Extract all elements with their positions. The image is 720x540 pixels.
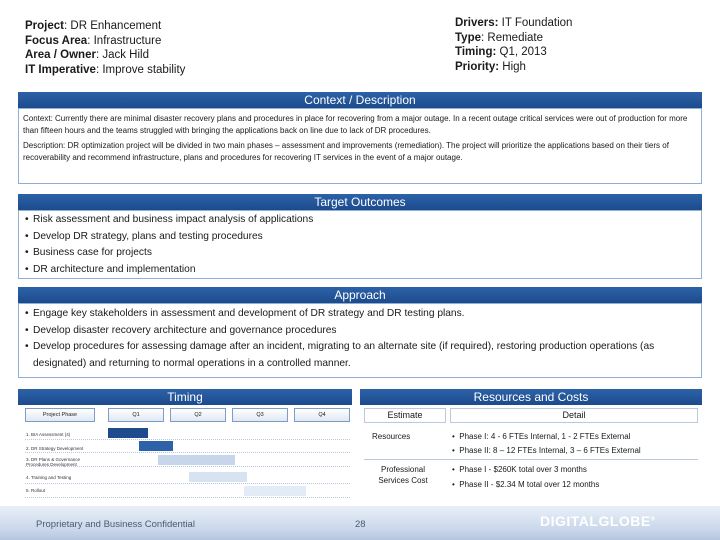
outcome-item: • Develop DR strategy, plans and testing procedures (23, 229, 697, 246)
type-row: Type: Remediate (455, 31, 544, 44)
outcomes-list (23, 212, 697, 278)
outcomes-box (18, 210, 702, 279)
quarter-header-q1: Q1 (108, 408, 164, 422)
phase-row-line (25, 439, 350, 440)
quarter-header-q2: Q2 (170, 408, 226, 422)
estimate-professional-services: Professional Services Cost (378, 465, 428, 485)
table-divider (364, 459, 698, 460)
phase-row-line (25, 497, 350, 498)
outcomes-title: Target Outcomes (314, 195, 406, 209)
quarter-header-q4: Q4 (294, 408, 350, 422)
phase-label: 2. DR Strategy Development (26, 446, 84, 451)
phase-label: 3. DR Plans & Governance Procedures Development (26, 457, 81, 467)
outcomes-banner (18, 194, 702, 210)
outcome-item: • Business case for projects (23, 245, 697, 262)
context-box (18, 108, 702, 184)
priority-row: Priority: High (455, 60, 526, 73)
context-title: Context / Description (304, 93, 416, 107)
approach-item: • Develop procedures for assessing damage after an incident, migrating to an alternate site (if required), restoring production operations (as designated) and returning to normal operations in a controlled manner. (23, 339, 697, 372)
project-phase-header: Project Phase (25, 408, 95, 422)
detail-item: • Phase II: 8 – 12 FTEs Internal, 3 – 6 FTEs External (452, 446, 641, 455)
phase-label: 5. Rollout (26, 488, 46, 493)
outcome-item: • Risk assessment and business impact analysis of applications (23, 212, 697, 229)
it-imperative-row: IT Imperative: Improve stability (25, 63, 186, 76)
approach-banner (18, 287, 702, 303)
context-banner (18, 92, 702, 108)
detail-item: • Phase I: 4 - 6 FTEs Internal, 1 - 2 FTEs External (452, 432, 631, 441)
timing-row: Timing: Q1, 2013 (455, 46, 547, 58)
phase-row-line (25, 483, 350, 484)
phase-row-line (25, 466, 350, 467)
context-paragraph: Context: Currently there are minimal disaster recovery plans and procedures in place for recovering from a major outage. In a recent outage critical services were out of production for more than fifteen hours and the teams struggled with bringing the applications back on line due to lack of DR procedures. (23, 114, 688, 135)
estimate-column-header: Estimate (364, 408, 446, 423)
estimate-resources: Resources (372, 432, 411, 441)
company-logo: DIGITALGLOBE® (540, 513, 656, 529)
approach-title: Approach (334, 288, 386, 302)
approach-box (18, 303, 702, 378)
phase-row-line (25, 452, 350, 453)
confidential-notice: Proprietary and Business Confidential (36, 519, 195, 530)
timing-banner (18, 389, 352, 405)
timing-title: Timing (167, 390, 203, 404)
phase-bar (108, 428, 148, 438)
project-attributes (455, 16, 572, 74)
page-number: 28 (355, 519, 366, 530)
description-paragraph: Description: DR optimization project will be divided in two main phases – assessment and improvements (remediation). The project will prioritize the applications based on their tiers of recoverability and recommend infrastructure, plans and procedures for recovering IT services in the event of a major outage. (23, 141, 669, 162)
quarter-header-q3: Q3 (232, 408, 288, 422)
focus-area-row: Focus Area: Infrastructure (25, 34, 162, 47)
phase-bar (158, 455, 236, 465)
resources-banner (360, 389, 702, 405)
outcome-item: • DR architecture and implementation (23, 262, 697, 279)
phase-bar (189, 472, 248, 482)
resources-title: Resources and Costs (473, 390, 589, 404)
phase-label: 1. BIA Assessment (4) (26, 432, 71, 437)
approach-item: • Develop disaster recovery architecture and governance procedures (23, 323, 697, 340)
project-summary (25, 19, 185, 77)
approach-list (23, 306, 697, 372)
project-row: Project: DR Enhancement (25, 20, 162, 32)
detail-column-header: Detail (450, 408, 698, 423)
area-owner-row: Area / Owner: Jack Hild (25, 49, 149, 61)
detail-item: • Phase II - $2.34 M total over 12 months (452, 480, 600, 489)
phase-bar (244, 486, 306, 496)
phase-label: 4. Training and Testing (26, 475, 72, 480)
drivers-row: Drivers: IT Foundation (455, 17, 573, 29)
detail-item: • Phase I - $260K total over 3 months (452, 465, 587, 474)
approach-item: • Engage key stakeholders in assessment and development of DR strategy and DR testing plans. (23, 306, 697, 323)
phase-bar (139, 441, 173, 451)
